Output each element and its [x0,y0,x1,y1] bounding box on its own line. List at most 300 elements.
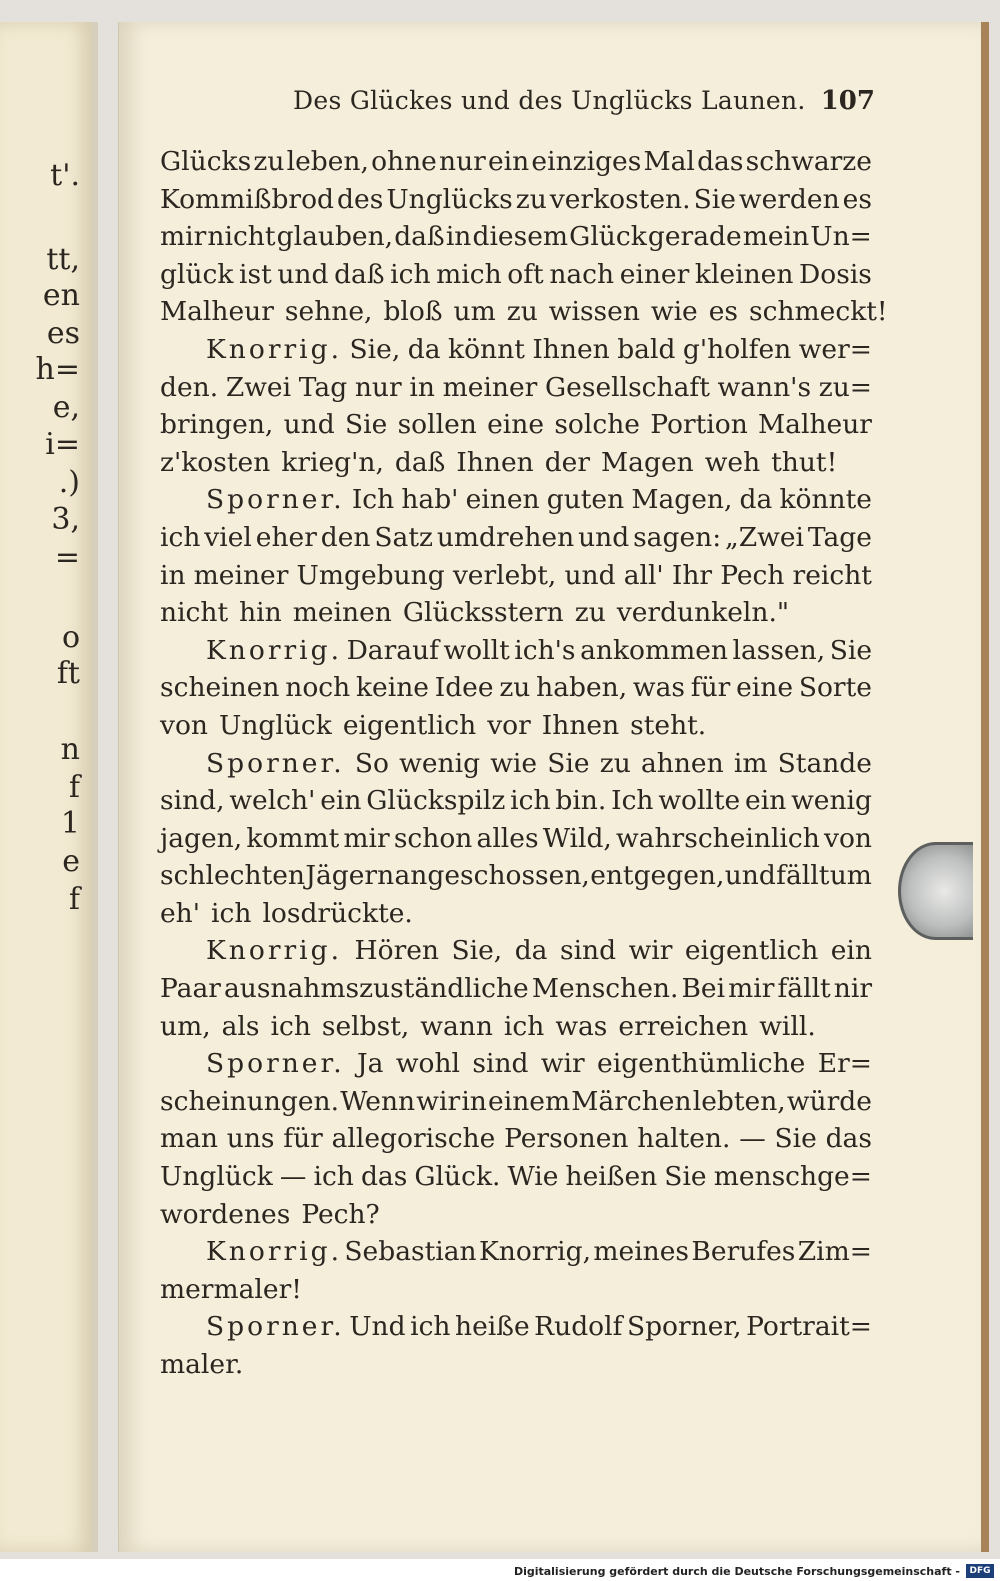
word: vor [487,709,531,741]
page-header [155,86,875,126]
word: viel [204,521,252,553]
text-line [160,481,872,519]
word: g'holfen [682,333,792,365]
word: Sie, [451,935,503,967]
word: Ihnen [541,709,620,741]
word: sind, [160,785,225,817]
word: welch' [229,785,316,817]
word: will. [759,1010,816,1042]
left-page-fragment: e [62,844,80,879]
word: Malheur [160,296,274,328]
word: mich [436,258,502,290]
text-line [160,1120,872,1158]
word: den. [160,371,219,403]
word: da [514,935,548,967]
word: da [739,484,773,516]
word: erreichen [618,1010,749,1042]
text-line [160,1196,872,1234]
word: Sie [774,1123,817,1155]
text-line [160,218,872,256]
speaker-name: Knorrig. [206,935,343,967]
left-page-fragment: f [68,770,80,805]
word: meinen [292,597,392,629]
left-page-fragment: tt, [46,242,80,277]
word: alles [476,822,539,854]
word: scheinen [160,672,280,704]
word: ich [510,785,551,817]
word: gerade [647,221,742,253]
left-page-fragment: 1 [60,806,80,841]
text-line [160,745,872,783]
word: um [453,296,496,328]
word: thut! [771,446,838,478]
word: verdunkeln." [616,597,790,629]
text-line [160,1083,872,1121]
word: heißen [565,1161,658,1193]
footer-bar [0,1559,1000,1581]
left-page-fragment: ft [56,656,80,691]
dfg-logo: DFG [966,1564,994,1578]
word: Unglück [160,1161,273,1193]
word: leben, [286,146,369,177]
word: in [461,1085,487,1117]
word: sollen [397,409,477,441]
word: selbst, [321,1010,410,1042]
word: glück [160,258,234,290]
text-line [160,1233,872,1271]
word: ich [503,1010,545,1042]
word: all' [623,559,664,591]
word: schon [393,822,473,854]
word: nicht [160,597,229,629]
word: Er= [817,1048,872,1080]
word: Ich [351,484,395,516]
word: einer [619,258,690,290]
word: schmeckt! [749,296,888,328]
speaker-name: Sporner. [206,747,345,779]
word: einen [465,484,540,516]
text-line [160,331,872,369]
word: Unglücks [386,183,513,215]
word: Sie [693,183,736,215]
word: Knorrig, [478,1236,592,1268]
word: Und [349,1311,406,1343]
word: verlebt, [452,559,557,591]
text-line [160,256,872,294]
text-line [160,1271,872,1309]
word: wann [420,1010,493,1042]
word: Mal [643,146,695,177]
body-text [160,143,888,1384]
word: Kommißbrod [160,183,335,215]
word: nir [833,973,872,1005]
word: Idee [434,672,494,704]
word: des [337,183,384,215]
word: zu [515,183,547,215]
word: schlechten [160,860,305,892]
text-line [160,369,872,407]
word: halten. [637,1123,731,1155]
word: Un= [810,221,872,253]
word: für [690,672,731,704]
word: zu [599,747,631,779]
word: Wenn [340,1085,416,1117]
word: Glücks [160,146,252,177]
word: maler. [160,1349,244,1380]
text-line [160,707,872,745]
word: ich [410,1311,451,1343]
word: von [160,709,208,741]
word: in [160,559,186,591]
word: So [354,747,389,779]
word: Personen [504,1123,629,1155]
word: da [407,333,441,365]
word: Zwei [225,371,292,403]
text-line [160,143,872,181]
word: daß [394,221,445,253]
word: umdrehen [436,521,575,553]
word: nur [439,146,486,177]
word: zu [253,146,285,177]
word: Ich [611,785,654,817]
word: meines [593,1236,690,1268]
word: Bei [681,973,726,1005]
word: Sie [829,634,872,666]
text-line [160,970,872,1008]
word: Malheur [758,409,872,441]
word: wer= [798,333,872,365]
word: wordenes [160,1198,291,1230]
word: Tage [807,521,872,553]
word: Magen [601,446,694,478]
word: Unglück [219,709,332,741]
word: das [360,1161,408,1193]
page-clip [898,842,973,940]
word: Sie [344,409,388,441]
word: Glück. [414,1161,501,1193]
word: würde [786,1085,872,1117]
word: wenig [791,785,872,817]
word: in [445,221,472,253]
text-line [160,181,872,219]
left-page-fragment: es [46,316,80,351]
word: — [739,1123,766,1155]
word: sehne, [284,296,373,328]
word: bloß [383,296,443,328]
word: kleinen [694,258,794,290]
word: ohne [371,146,437,177]
word: ich [270,1010,311,1042]
word: ich [160,521,201,553]
word: in [409,371,435,403]
left-page-fragment: e, [52,390,80,425]
word: bin. [555,785,607,817]
word: im [733,747,768,779]
left-page-fragment: h= [35,352,80,387]
text-line [160,782,872,820]
word: uns [226,1123,275,1155]
text-line [160,632,872,670]
word: um, [160,1010,211,1042]
word: wenig [399,747,481,779]
word: lebten, [692,1085,786,1117]
word: Umgebung [296,559,445,591]
word: wir [628,935,673,967]
word: Stande [777,747,872,779]
word: nach [549,258,615,290]
word: Tag [298,371,348,403]
word: eine [487,409,545,441]
word: allegorische [331,1123,496,1155]
left-page [0,22,98,1552]
word: und [578,521,630,553]
text-line [160,293,888,331]
word: Portion [650,409,748,441]
word: jagen, [160,822,243,854]
word: Sie, [349,333,401,365]
word: solche [554,409,640,441]
word: krieg'n, [281,446,384,478]
speaker-name: Sporner. [206,1048,345,1080]
word: oft [507,258,544,290]
word: wahrscheinlich [616,822,820,854]
word: ein [830,935,872,967]
word: hin [239,597,282,629]
word: ahnen [640,747,724,779]
speaker-name: Knorrig. [206,1236,343,1268]
left-page-fragment: en [42,278,80,313]
word: Paar [160,973,221,1005]
text-line [160,594,872,632]
word: angeschossen, [394,860,590,892]
word: wohl [395,1048,461,1080]
word: — [279,1161,307,1193]
word: hab' [401,484,459,516]
text-line [160,1346,872,1384]
word: nicht [207,221,276,253]
word: und [724,860,776,892]
word: heiße [455,1311,530,1343]
word: fällt [776,860,830,892]
word: und [283,409,335,441]
word: Hören [354,935,439,967]
text-line [160,1008,872,1046]
speaker-name: Sporner. [206,484,345,516]
word: mermaler! [160,1273,302,1305]
word: Pech? [301,1198,380,1230]
text-line [160,1158,872,1196]
word: Sie [547,747,590,779]
word: entgegen, [590,860,725,892]
word: wir [416,1085,461,1117]
word: ein [320,785,362,817]
word: Sebastian [344,1236,477,1268]
word: sind [472,1048,529,1080]
word: ankommen [580,634,728,666]
word: mir [343,822,390,854]
word: und [277,258,329,290]
word: einem [488,1085,571,1117]
speaker-name: Sporner. [206,1311,345,1343]
word: Glück [569,221,647,253]
word: zu= [818,371,872,403]
word: Satz [374,521,433,553]
text-line [160,1308,872,1346]
word: für [283,1123,323,1155]
word: bringen, [160,409,274,441]
word: könnt [448,333,525,365]
word: verkosten. [549,183,691,215]
word: ich [313,1161,354,1193]
footer-credit: Digitalisierung gefördert durch die Deutsche Forschungsgemeinschaft - [513,1565,960,1578]
word: wann's [717,371,812,403]
word: Magen, [631,484,733,516]
word: Rudolf [534,1311,623,1343]
word: diesem [472,221,569,253]
word: es [708,296,739,328]
word: was [555,1010,608,1042]
word: Sorte [798,672,872,704]
word: man [160,1123,218,1155]
word: wollt [443,634,510,666]
word: Menschen. [531,973,679,1005]
text-line [160,406,872,444]
word: losdrückte. [262,897,413,929]
word: kommt [246,822,340,854]
word: einziges [531,146,642,177]
word: nur [354,371,402,403]
word: wir [540,1048,585,1080]
word: Glückspilz [366,785,506,817]
word: bald [617,333,676,365]
word: keine [355,672,429,704]
word: daß [394,446,446,478]
word: eigentlich [342,709,477,741]
word: Ja [357,1048,384,1080]
word: Wild, [542,822,612,854]
word: Darauf [346,634,439,666]
word: um [829,860,872,892]
word: „Zwei [725,521,804,553]
word: glauben, [276,221,394,253]
left-page-fragment: t'. [50,158,80,193]
word: menschge= [713,1161,872,1193]
word: den [320,521,371,553]
word: könnte [779,484,872,516]
word: ich [211,897,252,929]
left-page-fragment: = [54,540,80,575]
left-page-fragment: 3, [51,502,80,537]
word: eigenthümliche [597,1048,806,1080]
word: mein [742,221,810,253]
word: wie [650,296,698,328]
word: zu [506,296,538,328]
word: das [825,1123,872,1155]
word: Zim= [797,1236,872,1268]
word: wissen [548,296,640,328]
word: steht. [630,709,707,741]
speaker-name: Knorrig. [206,333,343,365]
word: und [564,559,616,591]
text-line [160,444,872,482]
left-page-fragment: o [61,620,80,655]
word: der [544,446,591,478]
word: scheinungen. [160,1085,340,1117]
left-page-fragment: .) [58,465,80,500]
word: Ihnen [532,333,610,365]
left-page-fragment: i= [45,427,80,462]
speaker-name: Knorrig. [206,634,343,666]
running-head: Des Glückes und des Unglücks Launen. [293,86,806,115]
word: es [842,183,872,215]
word: noch [285,672,351,704]
word: meiner [442,371,538,403]
word: das [697,146,744,177]
text-line [160,1045,872,1083]
word: schwarze [745,146,872,177]
word: was [632,672,686,704]
word: Berufes [691,1236,796,1268]
word: ich's [514,634,576,666]
word: eigentlich [684,935,819,967]
word: zu [499,672,531,704]
word: ist [239,258,272,290]
word: von [823,822,872,854]
word: haben, [536,672,628,704]
word: Märchen [571,1085,692,1117]
word: weh [704,446,761,478]
text-line [160,857,872,895]
word: eine [736,672,794,704]
text-line [160,557,872,595]
word: daß [334,258,385,290]
left-page-fragment: n [60,732,80,767]
word: ich [390,258,431,290]
word: Ihr [671,559,713,591]
text-line [160,932,872,970]
word: Ihnen [456,446,534,478]
text-line [160,820,872,858]
word: als [221,1010,260,1042]
word: Glücksstern [402,597,564,629]
left-page-fragment: f [68,882,80,917]
word: werden [738,183,840,215]
word: reicht [792,559,872,591]
word: ein [745,785,787,817]
word: lassen, [732,634,826,666]
page-number: 107 [820,86,875,116]
word: Gesellschaft [545,371,710,403]
word: eher [255,521,317,553]
text-line [160,519,872,557]
word: mir [160,221,207,253]
text-line [160,669,872,707]
word: eh' [160,897,201,929]
word: sind [559,935,617,967]
word: Sporner, [626,1311,742,1343]
word: Portrait= [746,1311,872,1343]
word: ausnahmszuständliche [223,973,529,1005]
word: fällt [777,973,831,1005]
word: sagen: [633,521,722,553]
word: Wie [507,1161,559,1193]
word: Jägern [305,860,395,892]
word: guten [546,484,625,516]
word: Dosis [799,258,872,290]
word: wie [490,747,538,779]
word: zu [574,597,606,629]
word: mir [728,973,775,1005]
